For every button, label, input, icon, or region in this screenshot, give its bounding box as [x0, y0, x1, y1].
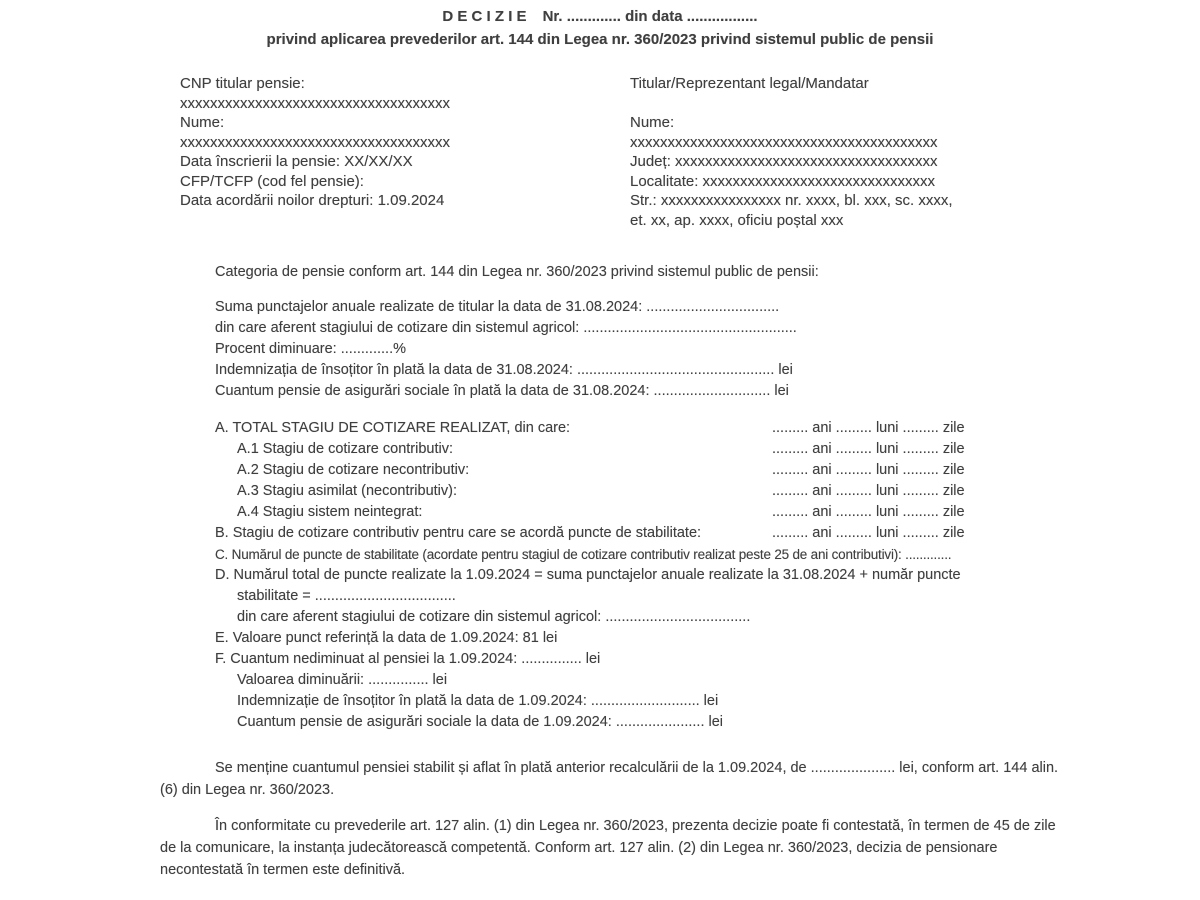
titular-reprezentant-header: Titular/Reprezentant legal/Mandatar — [630, 75, 869, 92]
indemnizatie-sep-line: Indemnizație de însoțitor în plată la data de 1.09.2024: ........................... lei — [237, 693, 719, 709]
stagiu-label: B. Stagiu de cotizare contributiv pentru care se acordă puncte de stabilitate: — [215, 525, 702, 541]
nume-label: Nume: — [180, 114, 225, 131]
nume-value-placeholder: xxxxxxxxxxxxxxxxxxxxxxxxxxxxxxxxxxxx — [180, 133, 450, 151]
nume-label-right: Nume: — [630, 114, 675, 131]
agricol-line: din care aferent stagiului de cotizare din sistemul agricol: ..................................................... — [215, 320, 797, 336]
representative-info-column — [630, 74, 1100, 230]
document-subtitle: privind aplicarea prevederilor art. 144 din Legea nr. 360/2023 privind sistemul public de pensii — [266, 31, 934, 48]
decision-body — [0, 264, 1200, 881]
agricol-puncte-line: din care aferent stagiului de cotizare din sistemul agricol: .................................... — [237, 609, 751, 625]
stabilitate-value-line: stabilitate = ................................... — [237, 588, 456, 604]
data-inscrierii-line: Data înscrierii la pensie: XX/XX/XX — [180, 153, 413, 170]
stagiu-value: ......... ani ......... luni ......... zile — [772, 525, 965, 541]
stagiu-label: A.1 Stagiu de cotizare contributiv: — [237, 441, 454, 457]
categoria-pensie-line: Categoria de pensie conform art. 144 din Legea nr. 360/2023 privind sistemul public de pensii: — [215, 264, 819, 280]
nume-value-placeholder-right: xxxxxxxxxxxxxxxxxxxxxxxxxxxxxxxxxxxxxxxxx — [630, 133, 938, 151]
document-title-line — [0, 8, 1200, 25]
valoarea-diminuarii-line: Valoarea diminuării: ............... lei — [237, 672, 448, 688]
stagiu-row-a3 — [215, 481, 977, 502]
sume-section — [215, 297, 1200, 402]
suma-punctaje-line: Suma punctajelor anuale realizate de titular la data de 31.08.2024: ................................. — [215, 299, 780, 315]
indemnizatie-aug-line: Indemnizația de însoțitor în plată la data de 31.08.2024: ................................................. lei — [215, 362, 793, 378]
strada-line-continuare: et. xx, ap. xxxx, oficiu poștal xxx — [630, 211, 844, 229]
cfp-line: CFP/TCFP (cod fel pensie): — [180, 172, 364, 190]
cuantum-aug-line: Cuantum pensie de asigurări sociale în plată la data de 31.08.2024: ............................. lei — [215, 383, 789, 399]
stagiu-value: ......... ani ......... luni ......... zile — [772, 483, 965, 499]
document-title: D E C I Z I E — [442, 8, 527, 25]
data-acordarii-line: Data acordării noilor drepturi: 1.09.2024 — [180, 192, 445, 209]
strada-line: Str.: xxxxxxxxxxxxxxxx nr. xxxx, bl. xxx, sc. xxxx, — [630, 192, 953, 209]
numar-total-puncte-line: D. Numărul total de puncte realizate la 1.09.2024 = suma punctajelor anuale realizate la 31.08.2024 + număr puncte — [215, 567, 961, 583]
procent-diminuare-line: Procent diminuare: .............% — [215, 341, 406, 357]
stagiu-label: A.2 Stagiu de cotizare necontributiv: — [237, 462, 470, 478]
beneficiary-info-section — [0, 74, 1200, 230]
judet-line: Județ: xxxxxxxxxxxxxxxxxxxxxxxxxxxxxxxxxxx — [630, 153, 938, 170]
pensioner-info-column — [180, 74, 630, 230]
stagiu-value: ......... ani ......... luni ......... zile — [772, 441, 965, 457]
stagiu-label: A. TOTAL STAGIU DE COTIZARE REALIZAT, din care: — [215, 420, 571, 436]
cuantum-sep-line: Cuantum pensie de asigurări sociale la data de 1.09.2024: ...................... lei — [237, 714, 724, 730]
stagiu-value: ......... ani ......... luni ......... zile — [772, 462, 965, 478]
stagiu-cotizare-section — [215, 418, 977, 544]
spacer-line — [630, 94, 1100, 114]
mentinere-cuantum-paragraph: Se menține cuantumul pensiei stabilit și aflat în plată anterior recalculării de la 1.09.2024, de ..................... lei, conform art. 144 alin. (6) din Legea nr. 360/2023. — [160, 760, 1059, 798]
stagiu-row-a1 — [215, 439, 977, 460]
cnp-value-placeholder: xxxxxxxxxxxxxxxxxxxxxxxxxxxxxxxxxxxx — [180, 94, 450, 112]
stagiu-value: ......... ani ......... luni ......... zile — [772, 504, 965, 520]
valoare-punct-referinta-line: E. Valoare punct referință la data de 1.09.2024: 81 lei — [215, 630, 558, 646]
stagiu-row-b — [215, 523, 977, 544]
cnp-label: CNP titular pensie: — [180, 75, 305, 92]
document-number-placeholder: Nr. ............. din data ................. — [542, 8, 758, 25]
stagiu-row-total — [215, 418, 977, 439]
puncte-stabilitate-line: C. Numărul de puncte de stabilitate (acordate pentru stagiul de cotizare contributiv realizat peste 25 de ani contributivi): ............. — [215, 547, 952, 562]
contestare-paragraph: În conformitate cu prevederile art. 127 alin. (1) din Legea nr. 360/2023, prezenta decizie poate fi contestată, în termen de 45 de zile de la comunicare, la instanța judecătorească competentă. Conform art. 127 alin. (2) din Legea nr. 360/2023, decizia de pensionare necontestată în termen este definitivă. — [160, 818, 1056, 878]
stagiu-value: ......... ani ......... luni ......... zile — [772, 420, 965, 436]
stagiu-label: A.4 Stagiu sistem neintegrat: — [237, 504, 423, 520]
localitate-line: Localitate: xxxxxxxxxxxxxxxxxxxxxxxxxxxxxxx — [630, 172, 936, 190]
stagiu-row-a4 — [215, 502, 977, 523]
puncte-section — [215, 544, 1045, 733]
stagiu-row-a2 — [215, 460, 977, 481]
cuantum-nediminuat-line: F. Cuantum nediminuat al pensiei la 1.09.2024: ............... lei — [215, 651, 601, 667]
stagiu-label: A.3 Stagiu asimilat (necontributiv): — [237, 483, 458, 499]
